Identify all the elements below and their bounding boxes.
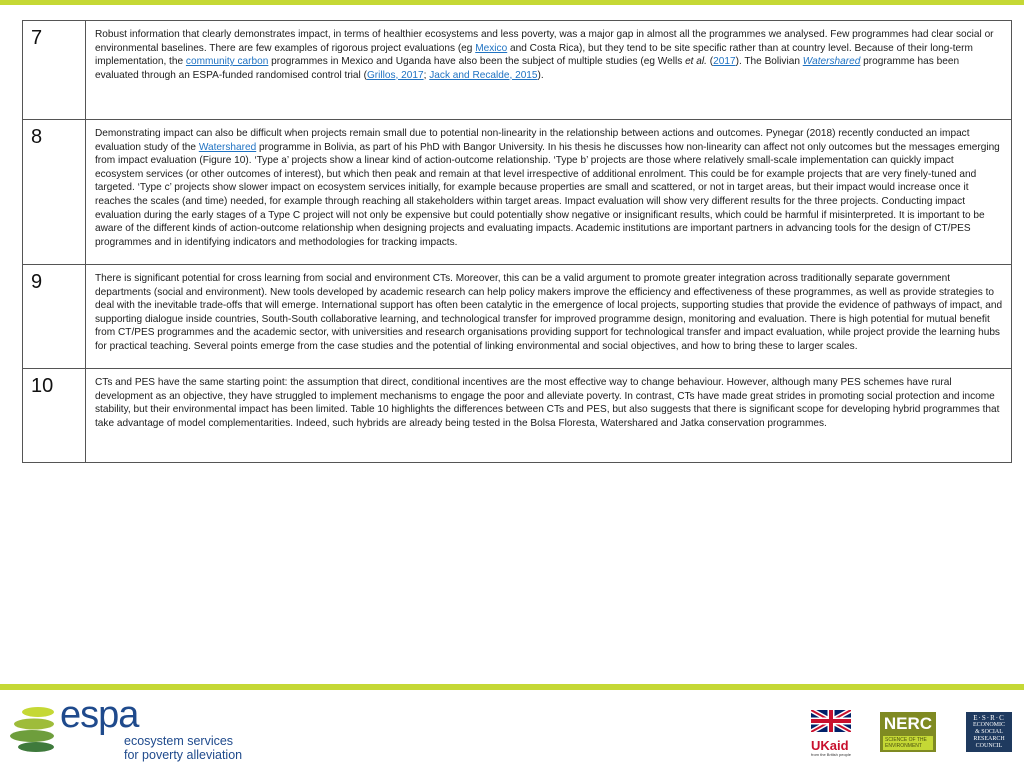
- row-text: [86, 120, 1012, 265]
- text-run: et al.: [685, 56, 707, 68]
- esrc-logo-line: & SOCIAL: [975, 729, 1003, 735]
- row-number: 7: [23, 21, 86, 120]
- table-row: [23, 265, 1012, 369]
- esrc-logo-line: E·S·R·C: [973, 714, 1005, 722]
- inline-link[interactable]: Mexico: [475, 42, 508, 54]
- row-text: [86, 369, 1012, 463]
- ukaid-logo: [811, 710, 851, 757]
- inline-link[interactable]: Jack and Recalde, 2015: [429, 69, 538, 81]
- espa-logo-tagline-1: ecosystem services: [124, 734, 234, 748]
- row-number: 8: [23, 120, 86, 265]
- footer: [0, 690, 1024, 768]
- row-number: 10: [23, 369, 86, 463]
- text-run: programme has been evaluated through an ESPA-funded randomised control trial (: [95, 56, 960, 81]
- inline-link[interactable]: 2017: [713, 56, 736, 68]
- key-points-table: [22, 20, 1012, 463]
- text-run: programme in Bolivia, as part of his PhD with Bangor University. In his thesis he discusses how non-linearity can affect not only outcomes but the messages emerging from impact evaluation (Figure 10). ‘Type a’ projects show a linear kind of action-outcome relationship. ‘Type b’ projects are those where relatively small-scale implementation can quickly impact ecosystem services (or other outcomes of interest), but which then peak and remain at that level irrespective of additional enrolment. This could be for example projects that are very finely-tuned and targeted. ‘Type c’ projects show slower impact on ecosystem services initially, for example because properties are small and scattered, or not in target areas, but their impact would increase once it reaches the scales (and time) needed, for example through reaching all stakeholders within target areas. Impact evaluation will show very different results for the three projects. Conducting impact evaluation during the early stages of a Type C project will not only be expensive but could potentially show negative or insignificant results, which could be harmful if misinterpreted. It is important to be aware of the different kinds of action-outcome relationship when designing projects and evaluating impacts. Academic institutions are important partners in advancing tools for the design of CT/PES programmes and in identifying indicators and methodologies for tracking impacts.: [95, 141, 1000, 248]
- nerc-logo-text: NERC: [883, 714, 933, 733]
- ukaid-text: UKaid: [811, 738, 849, 753]
- text-run: ). The Bolivian: [735, 56, 803, 68]
- espa-logo-tagline-2: for poverty alleviation: [124, 748, 243, 762]
- espa-logo-wordmark: espa: [60, 694, 139, 736]
- table-row: [23, 120, 1012, 265]
- esrc-logo: [966, 712, 1012, 752]
- nerc-logo-subtext: SCIENCE OF THE ENVIRONMENT: [883, 736, 933, 750]
- nerc-logo: [880, 712, 936, 752]
- row-text: [86, 265, 1012, 369]
- text-run: Robust information that clearly demonstrates impact, in terms of healthier ecosystems and less poverty, was a major gap in almost all the programmes we analysed. Few programmes had clear social or environmental baselines. There are few examples of rigorous project evaluations (eg: [95, 29, 994, 54]
- text-run: CTs and PES have the same starting point: the assumption that direct, conditional incentives are the most effective way to change behaviour. However, although many PES schemes have rural development as an objective, they have struggled to implement mechanisms to engage the poor and alleviate poverty. In contrast, CTs have made great strides in promoting social protection and income stability, but their environmental impact has been limited. Table 10 highlights the differences between CTs and PES, but also suggests that there is significant scope for developing hybrid programmes that take advantage of model complementarities. Indeed, such hybrids are already being tested in the Bolsa Floresta, Watershared and Jatka conservation programmes.: [95, 377, 1000, 429]
- text-run: Demonstrating impact can also be difficult when projects remain small due to potential non-linearity in the relationship between actions and outcomes. Pynegar (2018) recently conducted an impact evaluation study of the: [95, 128, 970, 153]
- union-jack-icon: [811, 710, 851, 732]
- row-text: [86, 21, 1012, 120]
- text-run: programmes in Mexico and Uganda have also been the subject of multiple studies (eg Wells: [268, 56, 686, 68]
- slide-content: [0, 5, 1024, 684]
- inline-link[interactable]: community carbon: [185, 56, 269, 68]
- ukaid-subtext: from the British people: [811, 752, 852, 757]
- text-run: (: [706, 56, 714, 68]
- esrc-logo-line: RESEARCH: [973, 736, 1005, 742]
- inline-link[interactable]: Grillos, 2017: [366, 69, 424, 81]
- text-run: ).: [537, 69, 544, 81]
- row-number: 9: [23, 265, 86, 369]
- table-row: [23, 369, 1012, 463]
- text-run: ;: [423, 69, 430, 81]
- esrc-logo-line: COUNCIL: [975, 743, 1003, 749]
- inline-link[interactable]: Watershared: [802, 56, 861, 68]
- text-run: and Costa Rica), but they tend to be site specific rather than at country level. Because of their long-term implementation, the: [95, 42, 973, 68]
- esrc-logo-line: ECONOMIC: [972, 722, 1005, 728]
- text-run: There is significant potential for cross learning from social and environment CTs. Moreover, this can be a valid argument to promote greater integration across traditionally separate government departments (social and environment). New tools developed by academic research can help policy makers improve the efficiency and effectiveness of these programmes, as well as provide strategies to deal with the inevitable trade-offs that will emerge. International support has often been catalytic in the emergence of local projects, supporting studies that provide the evidence of pathways of impact, and supporting dialogue inside countries, South-South collaborative learning, and technological transfer for improved programme design, monitoring and evaluation. There is high potential for mutual benefit from CT/PES programmes and the academic sector, with universities and research organisations providing support for technological transfer and impact evaluation, while project provide the learning hubs for practical teaching. Several points emerge from the case studies and the potential of linking environmental and social objectives, and how to bring these to larger scales.: [95, 273, 1003, 352]
- inline-link[interactable]: Watershared: [198, 141, 257, 153]
- espa-leaf-icon: [8, 702, 60, 754]
- table-row: [23, 21, 1012, 120]
